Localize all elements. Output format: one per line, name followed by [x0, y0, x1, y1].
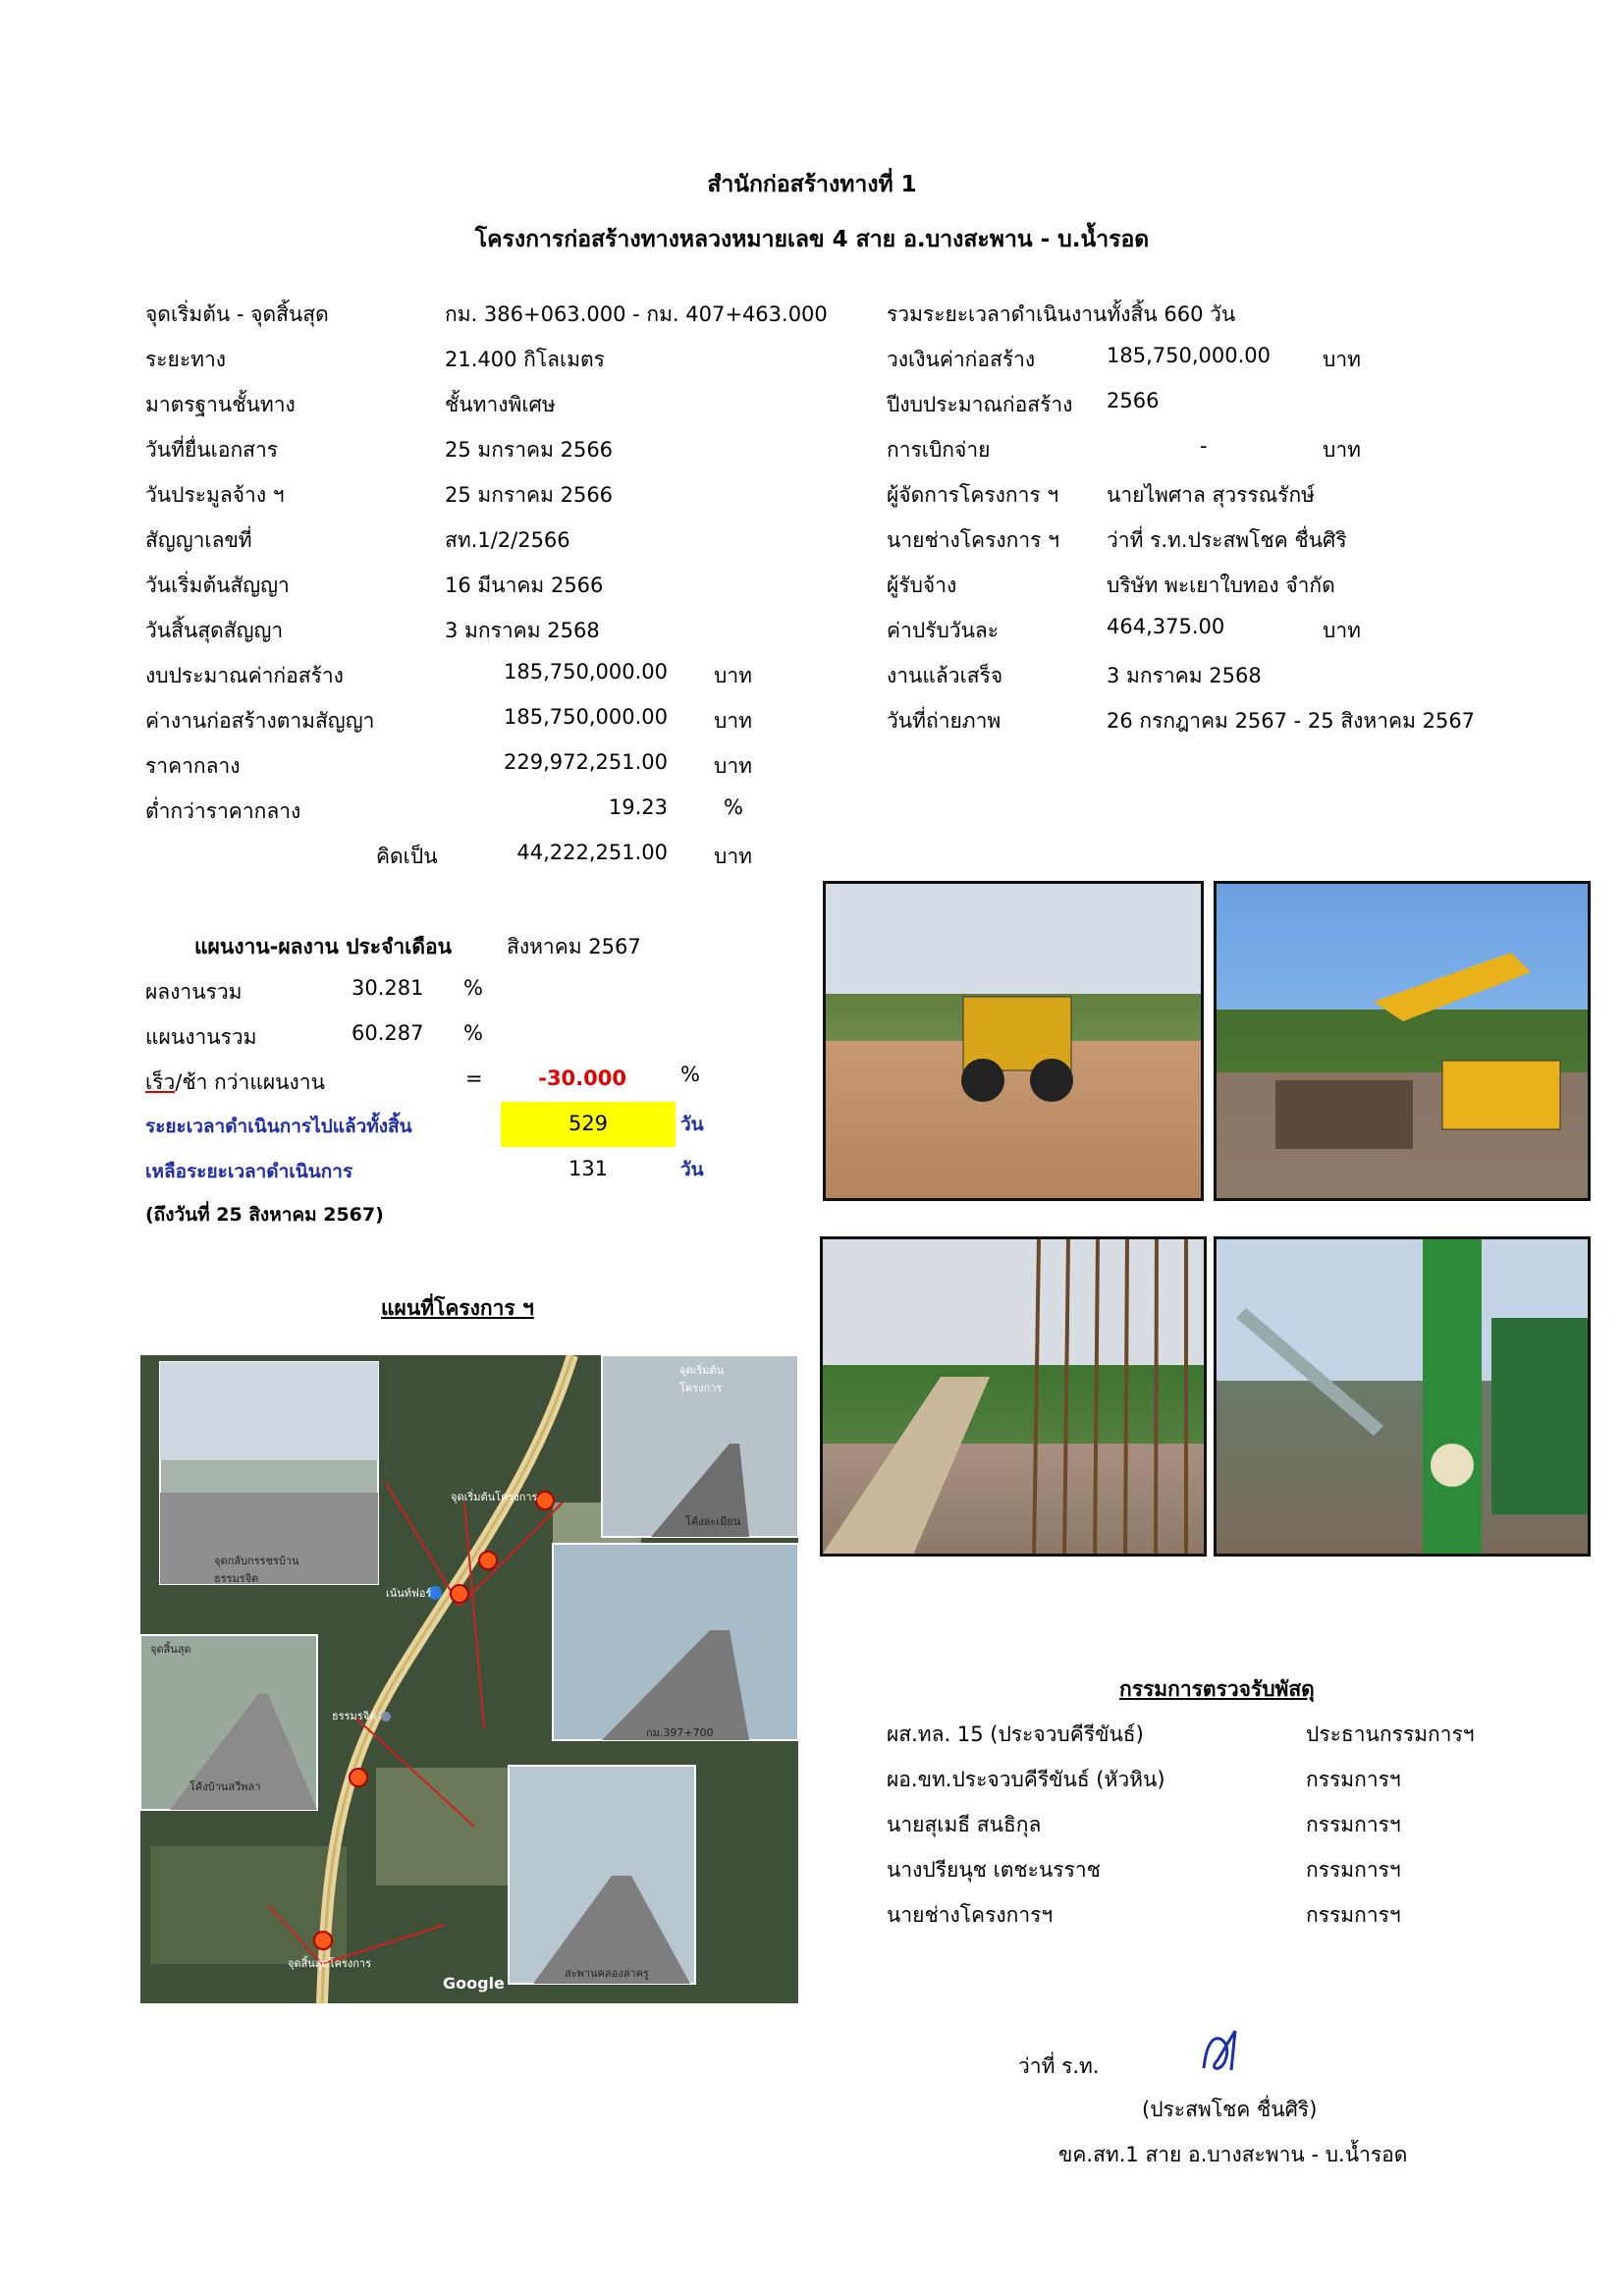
left-info-label: มาตรฐานชั้นทาง [145, 393, 296, 416]
right-info-value: นายไพศาล สุวรรณรักษ์ [1107, 483, 1316, 507]
elapsed-value: 529 [568, 1112, 609, 1135]
map-label: สะพานคลองล่าครู [565, 1967, 649, 1980]
map-label: กม.397+700 [646, 1726, 714, 1739]
remain-label: เหลือระยะเวลาดำเนินการ [145, 1161, 353, 1182]
remain-unit: วัน [680, 1159, 704, 1180]
map-label: จุดสิ้นสุด [150, 1643, 191, 1656]
diff-eq: = [465, 1066, 483, 1090]
diff-value: -30.000 [538, 1066, 626, 1090]
photo-grader [823, 881, 1204, 1201]
result-unit: % [463, 976, 483, 1000]
left-info-label: วันประมูลจ้าง ฯ [145, 483, 285, 507]
left-info-label: วันที่ยื่นเอกสาร [145, 438, 279, 462]
diff-label [145, 1066, 325, 1099]
budget-label: งบประมาณค่าก่อสร้าง [145, 664, 344, 687]
left-info-value: 3 มกราคม 2568 [445, 619, 600, 642]
right-info-unit: บาท [1323, 438, 1361, 462]
right-info-value: 185,750,000.00 [1107, 344, 1271, 367]
right-info-unit: บาท [1323, 619, 1361, 642]
diff-unit: % [680, 1063, 700, 1086]
signature-mark [1196, 2021, 1265, 2080]
budget-unit: บาท [714, 845, 752, 868]
map-drawing [140, 1355, 798, 2003]
committee-member-role: กรรมการฯ [1306, 1903, 1401, 1927]
map-label: จุดเริ่มต้น โครงการ [679, 1364, 725, 1394]
piling-drawing [1217, 1239, 1591, 1557]
right-info-label: งานแล้วเสร็จ [887, 664, 1003, 687]
map-heading: แผนที่โครงการ ฯ [381, 1296, 534, 1320]
map-label: จุดเริ่มต้นโครงการ [451, 1491, 538, 1503]
signature-name: (ประสพโชค ชื่นศิริ) [1142, 2098, 1318, 2121]
result-label: ผลงานรวม [145, 980, 243, 1004]
right-info-label: การเบิกจ่าย [887, 438, 991, 462]
elapsed-unit: วัน [680, 1114, 704, 1135]
committee-member-name: นางปรียนุช เตชะนรราช [887, 1858, 1101, 1882]
left-info-label: วันสิ้นสุดสัญญา [145, 619, 284, 642]
budget-value: 44,222,251.00 [516, 841, 668, 864]
right-info-value: บริษัท พะเยาใบทอง จำกัด [1107, 574, 1335, 597]
progress-month: สิงหาคม 2567 [507, 935, 641, 958]
map-label: โค้งบ้านสวีพลา [189, 1780, 261, 1793]
budget-unit: บาท [714, 754, 752, 778]
right-info-label: ค่าปรับวันละ [887, 619, 1000, 642]
right-info-label: รวมระยะเวลาดำเนินงานทั้งสิ้น 660 วัน [887, 302, 1236, 326]
as-of-date: (ถึงวันที่ 25 สิงหาคม 2567) [145, 1204, 384, 1226]
budget-label: ราคากลาง [145, 754, 241, 778]
project-map [140, 1355, 798, 2003]
result-value: 30.281 [352, 976, 424, 1000]
left-info-value: 25 มกราคม 2566 [445, 483, 614, 507]
committee-member-name: ผส.ทล. 15 (ประจวบคีรีขันธ์) [887, 1722, 1144, 1746]
budget-label: ต่ำกว่าราคากลาง [145, 799, 301, 823]
budget-unit: บาท [714, 664, 752, 687]
left-info-label: ระยะทาง [145, 348, 227, 371]
photo-excavator [1214, 881, 1591, 1201]
map-label: ธรรมรจิต [332, 1710, 377, 1722]
right-info-value: ว่าที่ ร.ท.ประสพโชค ชื่นศิริ [1107, 528, 1347, 552]
committee-heading: กรรมการตรวจรับพัสดุ [1119, 1677, 1315, 1701]
committee-member-role: กรรมการฯ [1306, 1813, 1401, 1836]
office-title: สำนักก่อสร้างทางที่ 1 [707, 172, 917, 197]
left-info-value: กม. 386+063.000 - กม. 407+463.000 [445, 302, 828, 326]
right-info-value: 464,375.00 [1107, 615, 1225, 638]
project-title: โครงการก่อสร้างทางหลวงหมายเลข 4 สาย อ.บางสะพาน - บ.น้ำรอด [474, 227, 1150, 252]
budget-value: 185,750,000.00 [504, 660, 668, 683]
elapsed-label: ระยะเวลาดำเนินการไปแล้วทั้งสิ้น [145, 1116, 412, 1137]
left-info-label: วันเริ่มต้นสัญญา [145, 574, 290, 597]
budget-value: 19.23 [608, 795, 668, 819]
left-info-value: 21.400 กิโลเมตร [445, 348, 605, 371]
budget-unit: บาท [714, 709, 752, 733]
diff-label-fast: เร็ว [145, 1070, 176, 1094]
left-info-value: ชั้นทางพิเศษ [445, 393, 556, 416]
excavator-drawing [1217, 884, 1591, 1201]
right-info-value: - [1200, 434, 1208, 458]
map-label: เน้นท์ฟอร์ [386, 1587, 432, 1600]
map-marker [536, 1492, 554, 1509]
plan-value: 60.287 [352, 1021, 424, 1045]
committee-member-role: ประธานกรรมการฯ [1306, 1722, 1475, 1746]
committee-member-role: กรรมการฯ [1306, 1858, 1401, 1882]
right-info-label: ปีงบประมาณก่อสร้าง [887, 393, 1073, 416]
right-info-label: นายช่างโครงการ ฯ [887, 528, 1059, 552]
right-info-value: 26 กรกฎาคม 2567 - 25 สิงหาคม 2567 [1107, 709, 1476, 733]
budget-value: 185,750,000.00 [504, 705, 668, 729]
map-marker [314, 1932, 332, 1949]
plan-label: แผนงานรวม [145, 1025, 257, 1049]
left-info-value: 16 มีนาคม 2566 [445, 574, 604, 597]
right-info-value: 3 มกราคม 2568 [1107, 664, 1262, 687]
budget-value: 229,972,251.00 [504, 750, 668, 774]
left-info-value: สท.1/2/2566 [445, 528, 570, 552]
rebar-drawing [823, 1239, 1207, 1557]
right-info-value: 2566 [1107, 389, 1160, 412]
grader-drawing [826, 884, 1204, 1201]
signature-rank: ว่าที่ ร.ท. [1018, 2054, 1100, 2078]
map-attribution: Google [443, 1974, 505, 1993]
right-info-label: ผู้จัดการโครงการ ฯ [887, 483, 1059, 507]
right-info-label: วันที่ถ่ายภาพ [887, 709, 1001, 733]
map-label: จุดกลับกรรชรบ้าน ธรรมรจิต [214, 1555, 299, 1585]
map-label: จุดสิ้นสุดโครงการ [288, 1957, 371, 1970]
map-marker [451, 1585, 468, 1603]
map-label: โค้งละเมียน [685, 1515, 741, 1528]
photo-rebar [820, 1236, 1207, 1557]
progress-heading: แผนงาน-ผลงาน ประจำเดือน [194, 935, 452, 958]
right-info-label: วงเงินค่าก่อสร้าง [887, 348, 1036, 371]
left-info-label: จุดเริ่มต้น - จุดสิ้นสุด [145, 302, 329, 326]
committee-member-role: กรรมการฯ [1306, 1768, 1401, 1791]
map-marker [350, 1769, 367, 1786]
budget-label: ค่างานก่อสร้างตามสัญญา [145, 709, 375, 733]
committee-member-name: นายช่างโครงการฯ [887, 1903, 1054, 1927]
budget-label: คิดเป็น [376, 845, 438, 868]
signature-position: ขค.สท.1 สาย อ.บางสะพาน - บ.น้ำรอด [1058, 2143, 1408, 2166]
budget-unit: % [724, 795, 743, 819]
plan-unit: % [463, 1021, 483, 1045]
right-info-unit: บาท [1323, 348, 1361, 371]
photo-piling [1214, 1236, 1591, 1557]
committee-member-name: นายสุเมธี สนธิกุล [887, 1813, 1042, 1836]
map-marker [479, 1552, 497, 1569]
left-info-value: 25 มกราคม 2566 [445, 438, 614, 462]
remain-value: 131 [568, 1157, 609, 1180]
committee-member-name: ผอ.ขท.ประจวบคีรีขันธ์ (หัวหิน) [887, 1768, 1165, 1791]
diff-label-rest: /ช้า กว่าแผนงาน [175, 1070, 325, 1094]
left-info-label: สัญญาเลขที่ [145, 528, 252, 552]
right-info-label: ผู้รับจ้าง [887, 574, 957, 597]
